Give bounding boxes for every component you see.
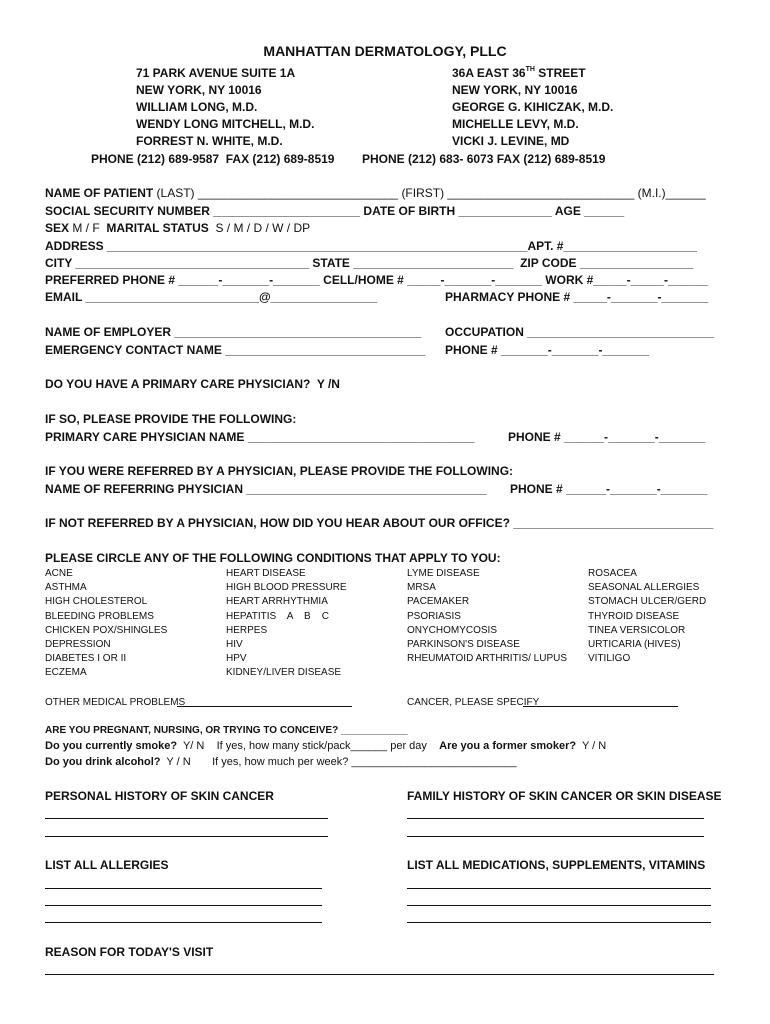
condition-option[interactable]: TINEA VERSICOLOR — [588, 624, 686, 636]
personal-skin-cancer-heading: PERSONAL HISTORY OF SKIN CANCER — [45, 789, 274, 803]
medications-line[interactable] — [407, 905, 711, 906]
condition-option[interactable]: HIGH BLOOD PRESSURE — [226, 582, 347, 594]
right-office-address2: NEW YORK, NY 10016 — [452, 83, 578, 97]
condition-option[interactable]: HEART DISEASE — [226, 568, 306, 579]
right-office-doctor: MICHELLE LEVY, M.D. — [452, 117, 579, 131]
right-office-doctor: VICKI J. LEVINE, MD — [452, 134, 570, 148]
right-office-doctor: GEORGE G. KIHICZAK, M.D. — [452, 100, 614, 114]
condition-option[interactable]: ACNE — [45, 568, 73, 579]
allergies-line[interactable] — [45, 888, 322, 889]
right-office-phone: PHONE (212) 683- 6073 FAX (212) 689-8519 — [362, 152, 606, 166]
allergies-heading: LIST ALL ALLERGIES — [45, 858, 169, 872]
pcp-phone-field[interactable]: PHONE # ______-_______-_______ — [508, 430, 706, 444]
pcp-intro: IF SO, PLEASE PROVIDE THE FOLLOWING: — [45, 412, 297, 426]
referring-phone-field[interactable]: PHONE # ______-_______-_______ — [510, 482, 708, 496]
personal-history-line[interactable] — [45, 818, 328, 819]
visit-reason-heading: REASON FOR TODAY'S VISIT — [45, 945, 214, 959]
condition-option[interactable]: BLEEDING PROBLEMS — [45, 610, 154, 622]
pharmacy-phone-field[interactable]: PHARMACY PHONE # _____-_______-_______ — [445, 290, 709, 304]
condition-option[interactable]: LYME DISEASE — [407, 568, 480, 579]
condition-option[interactable]: VITILIGO — [588, 653, 631, 665]
medications-heading: LIST ALL MEDICATIONS, SUPPLEMENTS, VITAMINS — [407, 858, 706, 872]
family-history-line[interactable] — [407, 836, 704, 837]
condition-option[interactable]: ONYCHOMYCOSIS — [407, 624, 498, 636]
smoking-question[interactable]: Do you currently smoke? Y/ N If yes, how many stick/pack______ per day Are you a former smoker? Y / N — [45, 740, 607, 752]
ssn-dob-age-field[interactable]: SOCIAL SECURITY NUMBER ______________________ DATE OF BIRTH ______________ AGE ______ — [45, 204, 625, 218]
referral-intro: IF YOU WERE REFERRED BY A PHYSICIAN, PLEASE PROVIDE THE FOLLOWING: — [45, 464, 514, 478]
cancer-specify-line[interactable] — [523, 706, 678, 707]
occupation-field[interactable]: OCCUPATION ____________________________ — [445, 325, 715, 339]
condition-option[interactable]: KIDNEY/LIVER DISEASE — [226, 667, 342, 679]
referring-physician-field[interactable]: NAME OF REFERRING PHYSICIAN ____________________________________ — [45, 482, 487, 496]
address-field[interactable]: ADDRESS _______________________________________________________________APT. #____________________ — [45, 239, 697, 253]
email-field[interactable]: EMAIL __________________________@________________ — [45, 290, 378, 304]
left-office-doctor: FORREST N. WHITE, M.D. — [136, 134, 283, 148]
condition-option[interactable]: HEPATITIS A B C — [226, 610, 329, 622]
condition-option[interactable]: PACEMAKER — [407, 596, 470, 608]
condition-option[interactable]: RHEUMATOID ARTHRITIS/ LUPUS — [407, 653, 568, 665]
condition-option[interactable]: DIABETES I OR II — [45, 653, 127, 665]
visit-reason-line[interactable] — [45, 974, 714, 975]
pcp-name-field[interactable]: PRIMARY CARE PHYSICIAN NAME __________________________________ — [45, 430, 475, 444]
condition-option[interactable]: HERPES — [226, 624, 268, 636]
condition-option[interactable]: HIGH CHOLESTEROL — [45, 596, 148, 608]
medications-line[interactable] — [407, 888, 711, 889]
practice-title: MANHATTAN DERMATOLOGY, PLLC — [263, 43, 507, 59]
allergies-line[interactable] — [45, 922, 322, 923]
condition-option[interactable]: HIV — [226, 639, 243, 650]
condition-option[interactable]: DEPRESSION — [45, 639, 111, 650]
family-history-line[interactable] — [407, 818, 704, 819]
employer-field[interactable]: NAME OF EMPLOYER _____________________________________ — [45, 325, 422, 339]
condition-option[interactable]: HEART ARRHYTHMIA — [226, 596, 328, 608]
left-office-address1: 71 PARK AVENUE SUITE 1A — [136, 66, 296, 80]
emergency-contact-field[interactable]: EMERGENCY CONTACT NAME ______________________________ — [45, 343, 426, 357]
left-office-address2: NEW YORK, NY 10016 — [136, 83, 262, 97]
condition-option[interactable]: ROSACEA — [588, 568, 637, 579]
right-office-address1: 36A EAST 36TH STREET — [452, 66, 586, 80]
condition-option[interactable]: ECZEMA — [45, 667, 87, 679]
condition-option[interactable]: MRSA — [407, 582, 436, 594]
condition-option[interactable]: PARKINSON'S DISEASE — [407, 639, 520, 650]
condition-option[interactable]: URTICARIA (HIVES) — [588, 639, 681, 650]
condition-option[interactable]: STOMACH ULCER/GERD — [588, 596, 707, 608]
phone-numbers-field[interactable]: PREFERRED PHONE # ______-_______-_______ CELL/HOME # _____-_______-_______ WORK #_____-_____-______ — [45, 273, 709, 287]
city-state-zip-field[interactable]: CITY ___________________________________ STATE ________________________ ZIP CODE _________________ — [45, 256, 694, 270]
other-medical-problems-line[interactable] — [177, 706, 352, 707]
condition-option[interactable]: PSORIASIS — [407, 610, 461, 622]
condition-option[interactable]: CHICKEN POX/SHINGLES — [45, 624, 168, 636]
how-heard-field[interactable]: IF NOT REFERRED BY A PHYSICIAN, HOW DID YOU HEAR ABOUT OUR OFFICE? ______________________________ — [45, 516, 714, 530]
personal-history-line[interactable] — [45, 836, 328, 837]
pregnancy-question[interactable]: ARE YOU PREGNANT, NURSING, OR TRYING TO CONCEIVE? ____________ — [45, 725, 408, 736]
left-office-doctor: WENDY LONG MITCHELL, M.D. — [136, 117, 315, 131]
cancer-specify-label: CANCER, PLEASE SPECIFY — [407, 697, 540, 708]
patient-name-field[interactable]: NAME OF PATIENT (LAST) ______________________________ (FIRST) ____________________________ (M.I.)______ — [45, 186, 706, 200]
left-office-doctor: WILLIAM LONG, M.D. — [136, 100, 258, 114]
left-office-phone: PHONE (212) 689-9587 FAX (212) 689-8519 — [91, 152, 335, 166]
alcohol-question[interactable]: Do you drink alcohol? Y / N If yes, how much per week? ___________________________ — [45, 756, 517, 768]
condition-option[interactable]: SEASONAL ALLERGIES — [588, 582, 700, 594]
allergies-line[interactable] — [45, 905, 322, 906]
other-medical-problems-label: OTHER MEDICAL PROBLEMS — [45, 697, 186, 708]
medications-line[interactable] — [407, 922, 711, 923]
pcp-question[interactable]: DO YOU HAVE A PRIMARY CARE PHYSICIAN? Y /N — [45, 377, 340, 391]
condition-option[interactable]: ASTHMA — [45, 582, 87, 594]
sex-marital-field[interactable]: SEX M / F MARITAL STATUS S / M / D / W / DP — [45, 221, 311, 235]
emergency-phone-field[interactable]: PHONE # _______-_______-_______ — [445, 343, 650, 357]
condition-option[interactable]: HPV — [226, 653, 247, 665]
conditions-heading: PLEASE CIRCLE ANY OF THE FOLLOWING CONDITIONS THAT APPLY TO YOU: — [45, 551, 501, 565]
condition-option[interactable]: THYROID DISEASE — [588, 610, 680, 622]
family-history-heading: FAMILY HISTORY OF SKIN CANCER OR SKIN DISEASE — [407, 789, 722, 803]
